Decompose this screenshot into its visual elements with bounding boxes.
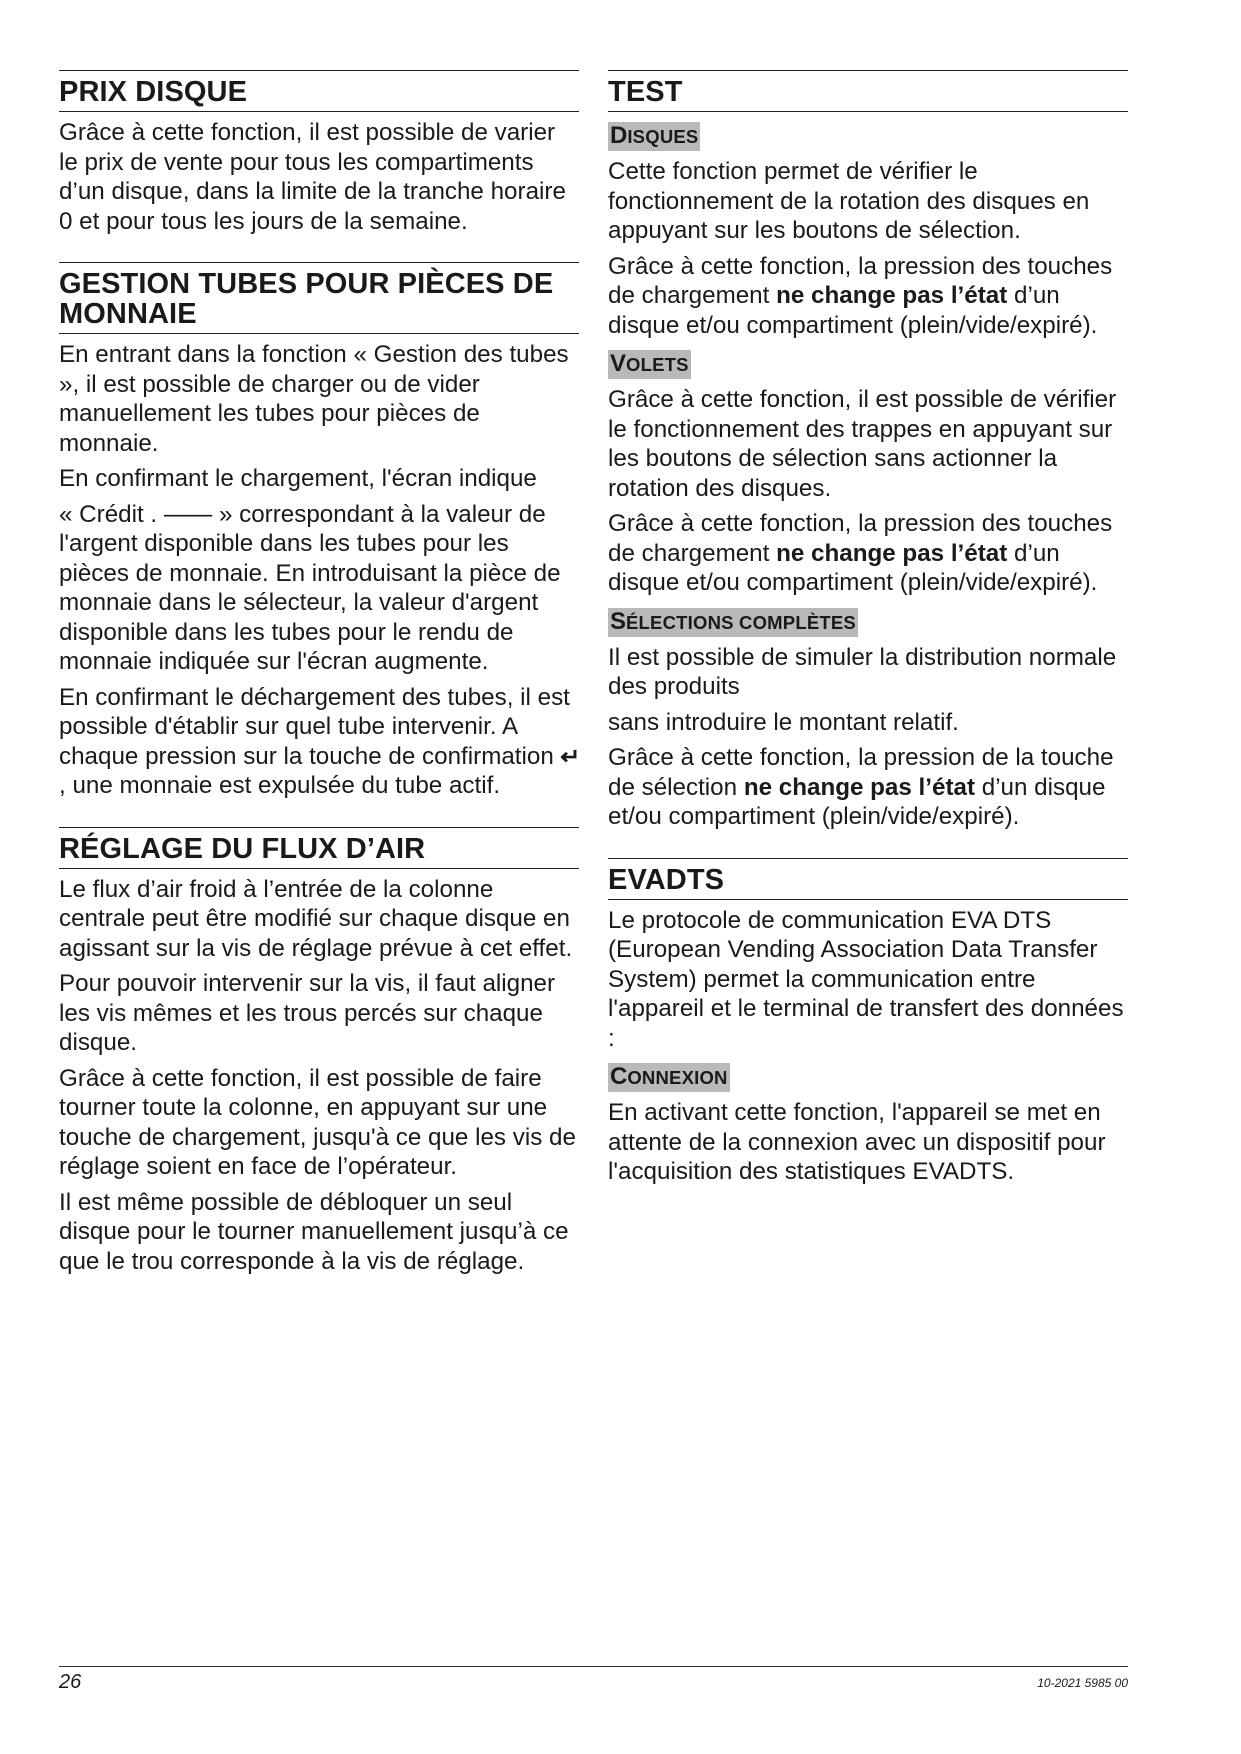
bold-text: ne change pas l’état	[776, 539, 1008, 567]
paragraph: Grâce à cette fonction, il est possible de faire tourner toute la colonne, en appuyant sur une touche de chargement, jusqu'à ce que les vis de réglage soient en face de l’opérateur.	[59, 1064, 576, 1180]
text-span: d’un disque et/ou compartiment (plein/vide/expiré).	[608, 539, 1098, 596]
section-gestion-tubes	[59, 262, 579, 801]
heading-test: TEST	[608, 70, 1128, 112]
paragraph	[608, 252, 1128, 341]
paragraph: Cette fonction permet de vérifier le fonctionnement de la rotation des disques en appuyant sur les boutons de sélection.	[608, 158, 1090, 244]
paragraph: En entrant dans la fonction « Gestion des tubes », il est possible de charger ou de vider manuellement les tubes pour pièces de monnaie.	[59, 341, 569, 457]
subheading-rest: ONNEXION	[627, 1067, 728, 1088]
text-span: d’un disque et/ou compartiment (plein/vide/expiré).	[608, 282, 1098, 339]
section-test	[608, 70, 1128, 832]
paragraph	[608, 509, 1128, 598]
subheading-initial: D	[610, 122, 628, 149]
paragraph: Pour pouvoir intervenir sur la vis, il faut aligner les vis mêmes et les trous percés sur chaque disque.	[59, 970, 556, 1056]
heading-evadts: EVADTS	[608, 858, 1128, 900]
section-reglage-flux	[59, 827, 579, 1277]
text-span: , une monnaie est expulsée du tube actif.	[59, 772, 501, 799]
subheading-initial: C	[610, 1063, 628, 1090]
heading-gestion-tubes: GESTION TUBES POUR PIÈCES DE MONNAIE	[59, 262, 579, 334]
heading-prix-disque: PRIX DISQUE	[59, 70, 579, 112]
bold-text: ne change pas l’état	[743, 773, 976, 801]
paragraph: Il est possible de simuler la distribution normale des produits	[608, 643, 1117, 700]
text-span: En confirmant le déchargement des tubes, il est possible d'établir sur quel tube intervenir. A chaque pression sur la touche de confirmation	[59, 683, 570, 770]
paragraph: En confirmant le chargement, l'écran indique	[59, 465, 537, 492]
text-span: d’un disque et/ou compartiment (plein/vide/expiré).	[608, 773, 1106, 830]
section-prix-disque	[59, 70, 579, 236]
footer-divider	[59, 1666, 1128, 1667]
subheading-initial: S	[610, 607, 627, 635]
subheading-connexion	[608, 1063, 730, 1092]
right-column	[608, 70, 1128, 1213]
text-span: Grâce à cette fonction, la pression des touches de chargement	[608, 252, 1113, 309]
subheading-volets	[608, 350, 691, 379]
paragraph: sans introduire le montant relatif.	[608, 708, 959, 736]
subheading-initial: V	[610, 350, 627, 377]
left-column	[59, 70, 579, 1302]
text-span: Grâce à cette fonction, la pression de la touche de sélection	[608, 744, 1114, 801]
section-evadts	[608, 858, 1128, 1187]
paragraph	[608, 743, 1128, 832]
paragraph: Il est même possible de débloquer un seul disque pour le tourner manuellement jusqu’à ce que le trou corresponde à la vis de réglage.	[59, 1188, 569, 1275]
subheading-selections-completes	[608, 608, 858, 637]
heading-reglage-flux: RÉGLAGE DU FLUX D’AIR	[59, 827, 579, 869]
bold-text: ne change pas l’état	[776, 282, 1008, 309]
document-reference: 10-2021 5985 00	[1037, 1676, 1128, 1690]
subheading-rest: OLETS	[626, 354, 689, 375]
page-number: 26	[59, 1671, 82, 1693]
subheading-rest: ISQUES	[627, 126, 699, 147]
subheading-rest: ÉLECTIONS COMPLÈTES	[626, 611, 856, 633]
paragraph: Le flux d’air froid à l’entrée de la colonne centrale peut être modifié sur chaque disque en agissant sur la vis de réglage prévue à cet effet.	[59, 875, 573, 962]
text-span: Grâce à cette fonction, la pression des touches de chargement	[608, 510, 1113, 567]
return-arrow-icon: ↵	[559, 743, 580, 769]
paragraph: Grâce à cette fonction, il est possible de varier le prix de vente pour tous les compartiments d’un disque, dans la limite de la tranche horaire 0 et pour tous les jours de la semaine.	[59, 119, 566, 235]
paragraph: Le protocole de communication EVA DTS (European Vending Association Data Transfer System) permet la communication entre l'appareil et le terminal de transfert des données :	[608, 906, 1124, 1052]
subheading-disques	[608, 122, 700, 151]
paragraph: Grâce à cette fonction, il est possible de vérifier le fonctionnement des trappes en appuyant sur les boutons de sélection sans actionner la rotation des disques.	[608, 386, 1117, 502]
paragraph: En activant cette fonction, l'appareil se met en attente de la connexion avec un dispositif pour l'acquisition des statistiques EVADTS.	[608, 1099, 1106, 1185]
paragraph	[59, 683, 579, 801]
paragraph: « Crédit . —— » correspondant à la valeur de l'argent disponible dans les tubes pour les pièces de monnaie. En introduisant la pièce de monnaie dans le sélecteur, la valeur d'argent disponible dans les tubes pour le rendu de monnaie indiquée sur l'écran augmente.	[59, 500, 561, 675]
